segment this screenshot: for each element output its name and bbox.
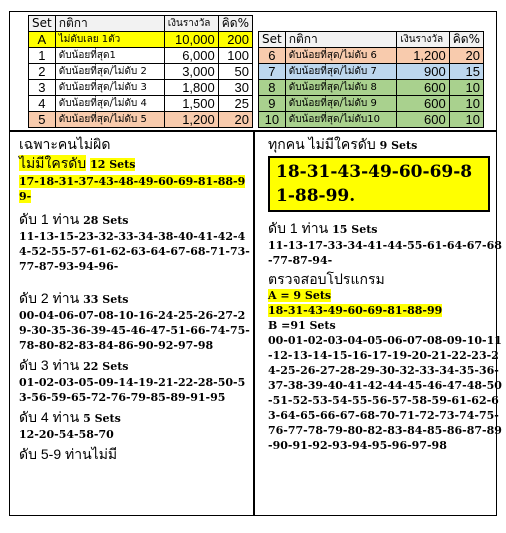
cell-set: 9	[259, 96, 286, 112]
cell-prize: 1,500	[164, 96, 218, 112]
b-label: B =91 Sets	[268, 319, 336, 332]
cell-rule: ดับน้อยที่สุด/ไม่ดับ 3	[55, 80, 164, 96]
four-label: ดับ 4 ท่าน	[19, 409, 80, 425]
three-numbers: 01-02-03-05-09-14-19-21-22-28-50-53-56-59-65-72-76-79-85-89-91-95	[19, 376, 246, 404]
cell-pct: 100	[218, 48, 252, 64]
cell-pct: 30	[218, 80, 252, 96]
two-label: ดับ 2 ท่าน	[19, 290, 80, 306]
cell-prize: 1,800	[164, 80, 218, 96]
big-numbers-box: 18-31-43-49-60-69-81-88-99.	[268, 156, 490, 212]
three-count: 22 Sets	[83, 360, 129, 373]
cell-rule: ดับน้อยที่สุด/ไม่ดับ 2	[55, 64, 164, 80]
cell-prize: 600	[397, 80, 449, 96]
cell-prize: 6,000	[164, 48, 218, 64]
left-column	[19, 132, 251, 463]
none-count: 12 Sets	[90, 158, 136, 171]
table-row	[259, 112, 484, 128]
column-header: เงินรางวัล	[397, 32, 449, 48]
column-header: คิด%	[218, 16, 252, 32]
cell-pct: 10	[449, 80, 483, 96]
cell-rule: ดับน้อยที่สุด/ไม่ดับ 8	[285, 80, 397, 96]
table-row	[29, 80, 253, 96]
cell-set: A	[29, 32, 56, 48]
right-one-count: 15 Sets	[332, 223, 378, 236]
two-count: 33 Sets	[83, 293, 129, 306]
table-header-row	[29, 16, 253, 32]
cell-set: 6	[259, 48, 286, 64]
table-row	[29, 32, 253, 48]
right-title: ทุกคน ไม่มีใครดับ	[268, 136, 376, 152]
cell-pct: 10	[449, 96, 483, 112]
cell-prize: 600	[397, 112, 449, 128]
right-column	[268, 132, 504, 453]
left-title: เฉพาะคนไม่ผิด	[19, 136, 111, 152]
check-title: ตรวจสอบโปรแกรม	[268, 271, 385, 287]
column-header: คิด%	[449, 32, 483, 48]
cell-pct: 20	[218, 112, 252, 128]
column-divider	[253, 130, 255, 516]
cell-rule: ดับน้อยที่สุด1	[55, 48, 164, 64]
cell-prize: 600	[397, 96, 449, 112]
none-numbers: 17-18-31-37-43-48-49-60-69-81-88-99-	[19, 175, 246, 203]
cell-set: 5	[29, 112, 56, 128]
cell-prize: 1,200	[397, 48, 449, 64]
cell-pct: 15	[449, 64, 483, 80]
three-label: ดับ 3 ท่าน	[19, 357, 80, 373]
prize-table-left	[28, 15, 253, 128]
cell-rule: ดับน้อยที่สุด/ไม่ดับ10	[285, 112, 397, 128]
cell-set: 1	[29, 48, 56, 64]
right-one-numbers: 11-13-17-33-34-41-44-55-61-64-67-68-77-87-94-	[268, 239, 502, 267]
cell-prize: 900	[397, 64, 449, 80]
cell-set: 10	[259, 112, 286, 128]
none-5-9-text: ดับ 5-9 ท่านไม่มี	[19, 446, 118, 462]
a-numbers: 18-31-43-49-60-69-81-88-99	[268, 304, 443, 317]
four-numbers: 12-20-54-58-70	[19, 428, 114, 441]
table-header-row	[259, 32, 484, 48]
a-label: A = 9 Sets	[268, 289, 332, 302]
cell-pct: 200	[218, 32, 252, 48]
cell-prize: 1,200	[164, 112, 218, 128]
column-header: กติกา	[55, 16, 164, 32]
cell-set: 4	[29, 96, 56, 112]
one-label: ดับ 1 ท่าน	[19, 211, 80, 227]
table-row	[259, 96, 484, 112]
table-row	[259, 80, 484, 96]
none-label: ไม่มีใครดับ	[19, 155, 87, 171]
four-count: 5 Sets	[83, 412, 121, 425]
one-count: 28 Sets	[83, 214, 129, 227]
table-row	[29, 96, 253, 112]
cell-set: 2	[29, 64, 56, 80]
cell-pct: 50	[218, 64, 252, 80]
cell-prize: 10,000	[164, 32, 218, 48]
cell-set: 8	[259, 80, 286, 96]
right-one-label: ดับ 1 ท่าน	[268, 220, 329, 236]
column-header: เงินรางวัล	[164, 16, 218, 32]
cell-rule: ดับน้อยที่สุด/ไม่ดับ 4	[55, 96, 164, 112]
table-row	[29, 112, 253, 128]
table-row	[259, 48, 484, 64]
b-numbers: 00-01-02-03-04-05-06-07-08-09-10-11-12-13-14-15-16-17-19-20-21-22-23-24-25-26-27-28-29-30-32-33-34-35-36-37-38-39-40-41-42-44-45-46-47-48-50-51-52-53-54-55-56-57-58-59-61-62-63-64-65-66-67-68-70-71-72-73-74-75-76-77-78-79-80-82-83-84-85-86-87-89-90-91-92-93-94-95-96-97-98	[268, 334, 502, 452]
cell-rule: ดับน้อยที่สุด/ไม่ดับ 7	[285, 64, 397, 80]
column-header: กติกา	[285, 32, 397, 48]
cell-pct: 10	[449, 112, 483, 128]
table-row	[29, 48, 253, 64]
cell-set: 7	[259, 64, 286, 80]
column-header: Set	[259, 32, 286, 48]
cell-prize: 3,000	[164, 64, 218, 80]
prize-table-right	[258, 31, 484, 128]
column-header: Set	[29, 16, 56, 32]
table-row	[259, 64, 484, 80]
cell-pct: 25	[218, 96, 252, 112]
table-row	[29, 64, 253, 80]
cell-rule: ดับน้อยที่สุด/ไม่ดับ 6	[285, 48, 397, 64]
cell-pct: 20	[449, 48, 483, 64]
cell-rule: ดับน้อยที่สุด/ไม่ดับ 5	[55, 112, 164, 128]
cell-rule: ไม่ดับเลย 1ตัว	[55, 32, 164, 48]
cell-rule: ดับน้อยที่สุด/ไม่ดับ 9	[285, 96, 397, 112]
one-numbers: 11-13-15-23-32-33-34-38-40-41-42-44-52-55-57-61-62-63-64-67-68-71-73-77-87-93-94-96-	[19, 230, 250, 273]
right-title-count: 9 Sets	[379, 139, 418, 152]
cell-set: 3	[29, 80, 56, 96]
two-numbers: 00-04-06-07-08-10-16-24-25-26-27-29-30-35-36-39-45-46-47-51-66-74-75-78-80-82-83-84-86-90-92-97-98	[19, 309, 250, 352]
